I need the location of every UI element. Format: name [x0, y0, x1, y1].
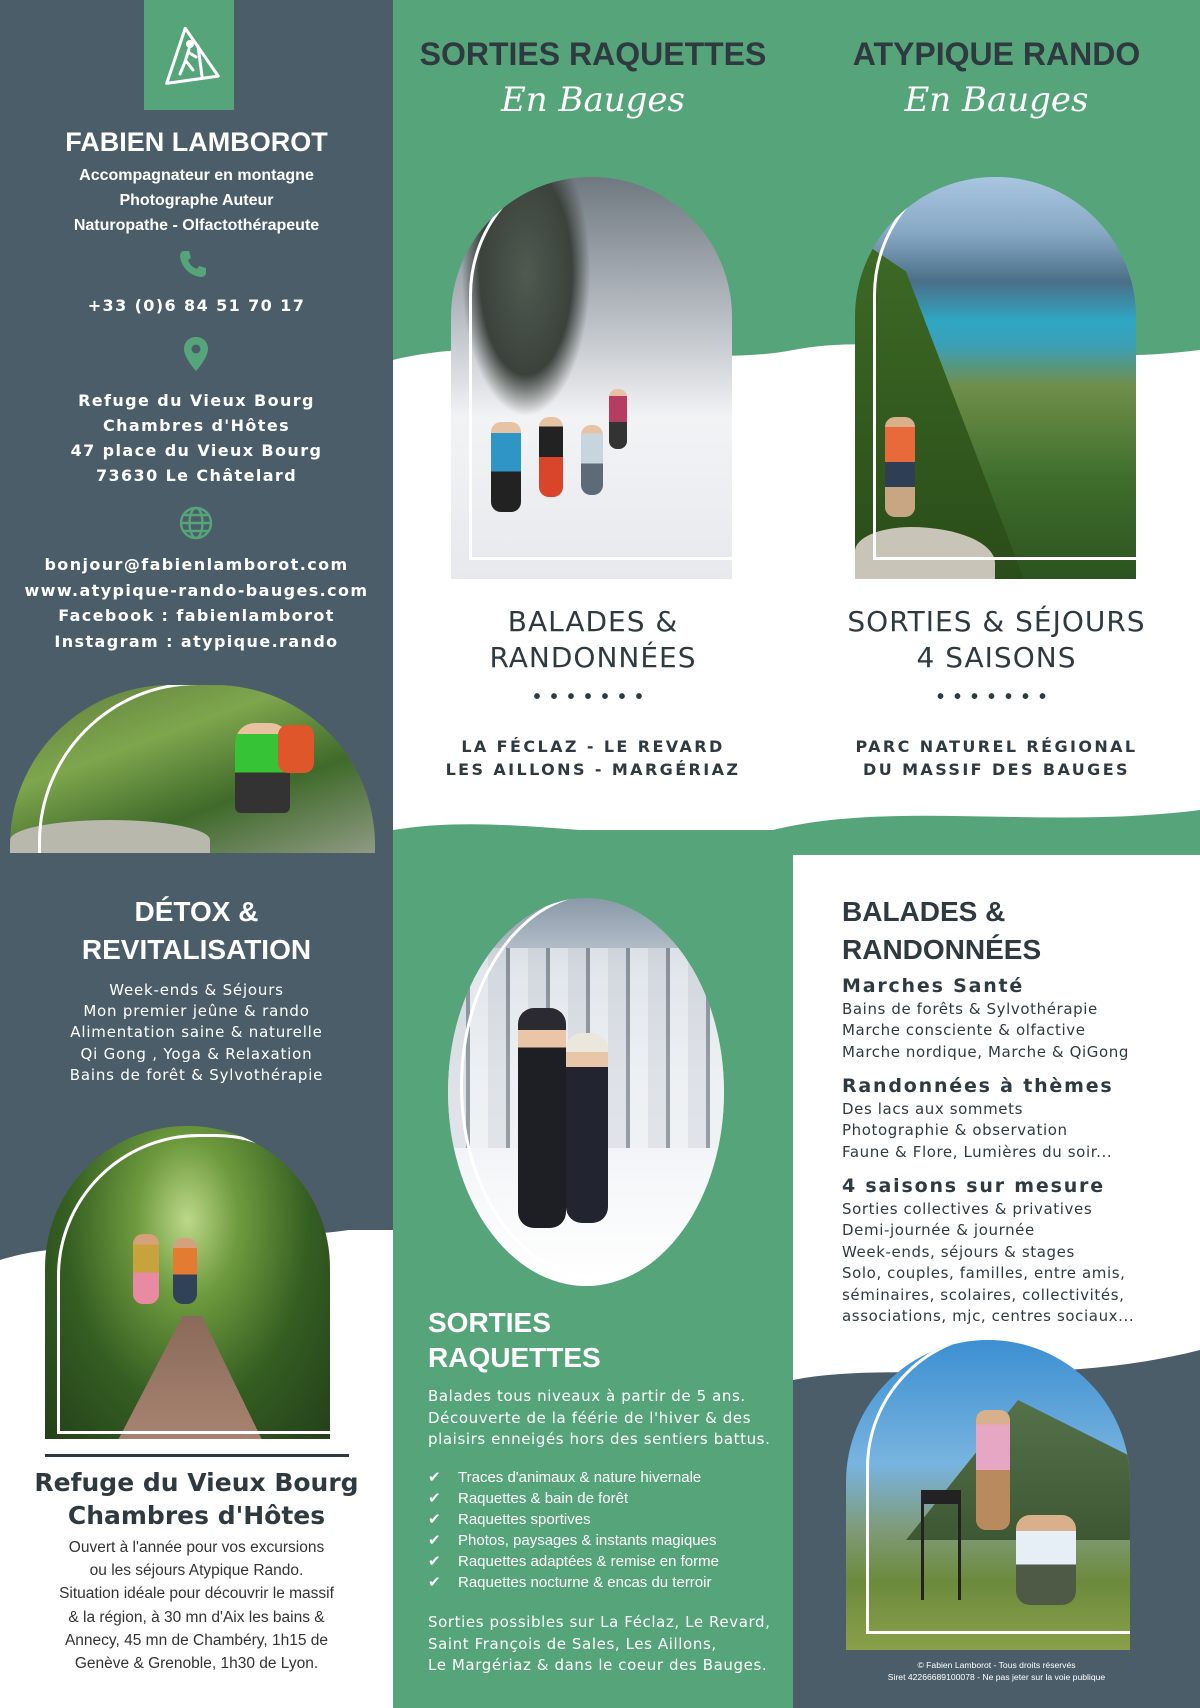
atypique-heading-line: SORTIES & SÉJOURS: [847, 605, 1146, 638]
refuge-line: Ouvert à l'année pour vos excursions: [68, 1539, 325, 1556]
tree: [461, 177, 591, 417]
atypique-title: ATYPIQUE RANDO: [852, 36, 1141, 72]
section-lines: [842, 1199, 1192, 1327]
phone-number[interactable]: +33 (0)6 84 51 70 17: [87, 296, 306, 315]
path: [115, 1316, 265, 1439]
hiker-logo-icon: [158, 24, 220, 86]
refuge-title-line: Chambres d'Hôtes: [67, 1501, 326, 1530]
section-line: Des lacs aux sommets: [842, 1100, 1024, 1118]
detox-line: Week-ends & Séjours: [109, 981, 284, 999]
photo-snowy-forest: [448, 898, 724, 1286]
photo-snowshoe-group: [451, 177, 732, 579]
refuge-line: Situation idéale pour découvrir le massif: [59, 1585, 334, 1603]
detox-title-line: REVITALISATION: [81, 934, 312, 965]
check-icon: ✔: [428, 1532, 441, 1549]
photo-forest-path: [45, 1126, 330, 1439]
atypique-heading-line: 4 SAISONS: [916, 641, 1077, 674]
logo-tile: [144, 0, 234, 110]
copyright: [793, 1659, 1200, 1683]
photographer: [976, 1410, 1010, 1530]
atypique-heading: [793, 604, 1200, 676]
walker-2: [173, 1238, 197, 1304]
address-line: 73630 Le Châtelard: [95, 466, 298, 485]
section-line: Faune & Flore, Lumières du soir...: [842, 1142, 1113, 1161]
raquettes-place-line: LA FÉCLAZ - LE REVARD: [461, 737, 725, 756]
detox-title-line: DÉTOX &: [134, 896, 259, 927]
atypique-dots: •••••••: [936, 686, 1056, 708]
sorties-intro-line: plaisirs enneigés hors des sentiers battus.: [428, 1430, 771, 1448]
walker-1: [133, 1234, 159, 1304]
atypique-place-line: DU MASSIF DES BAUGES: [863, 760, 1130, 779]
balades-section-sante: [842, 975, 1192, 1063]
raquettes-heading: [393, 604, 793, 676]
refuge-title: [0, 1466, 393, 1532]
backpack: [278, 725, 314, 773]
refuge-line: ou les séjours Atypique Rando.: [89, 1562, 304, 1580]
sorties-title-line: SORTIES: [428, 1307, 551, 1338]
web-links: [0, 552, 393, 654]
snowshoer: [491, 422, 521, 512]
sorties-outro-line: Sorties possibles sur La Féclaz, Le Revard,: [428, 1613, 771, 1631]
raquettes-script: En Bauges: [500, 80, 685, 120]
check-icon: ✔: [428, 1511, 441, 1528]
mountain-slope: [855, 237, 1025, 579]
checklist-item: ✔ Raquettes sportives: [428, 1511, 591, 1528]
rocks: [10, 820, 210, 853]
role-line: Naturopathe - Olfactothérapeute: [73, 217, 320, 234]
photo-photographers: [846, 1340, 1130, 1650]
sorties-title: [428, 1305, 768, 1375]
snowshoer: [609, 389, 627, 449]
section-line: Demi-journée & journée: [842, 1221, 1035, 1240]
hiker-on-rock: [885, 417, 915, 517]
raquettes-title: SORTIES RAQUETTES: [419, 36, 767, 72]
section-line: séminaires, scolaires, collectivités,: [842, 1285, 1125, 1304]
detox-line: Bains de forêt & Sylvothérapie: [69, 1065, 324, 1084]
snowshoer: [539, 417, 563, 497]
refuge-description: [30, 1536, 363, 1675]
address-line: Chambres d'Hôtes: [102, 416, 291, 435]
section-line: Bains de forêts & Sylvothérapie: [842, 1000, 1098, 1018]
refuge-line: Genève & Grenoble, 1h30 de Lyon.: [74, 1655, 319, 1673]
facebook-link[interactable]: Facebook : fabienlamborot: [58, 606, 335, 625]
check-icon: ✔: [428, 1574, 441, 1591]
section-line: Marche nordique, Marche & QiGong: [842, 1042, 1129, 1061]
detox-title: [0, 893, 393, 969]
role-line: Photographe Auteur: [119, 192, 274, 209]
refuge-divider: [45, 1454, 349, 1457]
contact-name: FABIEN LAMBOROT: [65, 127, 328, 157]
address-line: 47 place du Vieux Bourg: [70, 441, 323, 460]
refuge-line: & la région, à 30 mn d'Aix les bains &: [68, 1608, 325, 1626]
atypique-places: [793, 735, 1200, 781]
contact-roles: [0, 163, 393, 238]
section-line: Solo, couples, familles, entre amis,: [842, 1264, 1126, 1283]
instagram-link[interactable]: Instagram : atypique.rando: [54, 631, 339, 651]
section-lines: [842, 999, 1192, 1063]
refuge-title-line: Refuge du Vieux Bourg: [34, 1468, 359, 1497]
sorties-title-line: RAQUETTES: [428, 1342, 601, 1373]
check-icon: ✔: [428, 1553, 441, 1570]
sorties-outro-line: Saint François de Sales, Les Aillons,: [428, 1634, 717, 1653]
sorties-intro-line: Balades tous niveaux à partir de 5 ans.: [428, 1387, 746, 1405]
section-line: Photographie & observation: [842, 1121, 1068, 1140]
address-line: Refuge du Vieux Bourg: [78, 391, 315, 410]
raquettes-place-line: LES AILLONS - MARGÉRIAZ: [445, 760, 741, 779]
address-block: [0, 388, 393, 488]
raquettes-heading-line: BALADES &: [507, 605, 679, 638]
raquettes-heading-line: RANDONNÉES: [489, 641, 697, 674]
sorties-intro-line: Découverte de la féérie de l'hiver & des: [428, 1408, 752, 1427]
globe-icon: [179, 506, 213, 540]
detox-line: Mon premier jeûne & rando: [83, 1002, 310, 1021]
refuge-line: Annecy, 45 mn de Chambéry, 1h15 de: [64, 1631, 329, 1649]
checklist-item: ✔ Traces d'animaux & nature hivernale: [428, 1469, 702, 1486]
copyright-line: Siret 42266689100078 - Ne pas jeter sur la voie publique: [887, 1672, 1106, 1682]
section-line: Sorties collectives & privatives: [842, 1200, 1093, 1218]
section-line: Week-ends, séjours & stages: [842, 1242, 1075, 1261]
atypique-place-line: PARC NATUREL RÉGIONAL: [855, 737, 1138, 756]
role-line: Accompagnateur en montagne: [79, 167, 314, 184]
check-icon: ✔: [428, 1490, 441, 1507]
sorties-checklist: [428, 1467, 788, 1593]
snowshoer: [566, 1033, 608, 1223]
snowshoer: [581, 425, 603, 495]
email-link[interactable]: bonjour@fabienlamborot.com: [44, 555, 349, 574]
checklist-item: ✔ Photos, paysages & instants magiques: [428, 1532, 717, 1549]
sorties-outro-line: Le Margériaz & dans le coeur des Bauges.: [428, 1656, 768, 1674]
balades-section-saisons: [842, 1175, 1192, 1327]
snowshoer: [518, 1008, 566, 1228]
balades-title-line: RANDONNÉES: [842, 934, 1042, 965]
balades-title-line: BALADES &: [842, 896, 1006, 927]
raquettes-places: [393, 735, 793, 781]
detox-list: [0, 980, 393, 1086]
tripod: [921, 1490, 961, 1600]
section-line: associations, mjc, centres sociaux...: [842, 1307, 1135, 1326]
section-heading: 4 saisons sur mesure: [842, 1175, 1105, 1197]
photo-lake-view: [855, 177, 1136, 579]
atypique-script: En Bauges: [904, 80, 1089, 120]
balades-title: [842, 893, 1182, 969]
section-heading: Marches Santé: [842, 975, 1025, 997]
location-pin-icon: [182, 336, 210, 372]
detox-line: Alimentation saine & naturelle: [70, 1023, 323, 1042]
sorties-outro: [428, 1612, 788, 1677]
section-heading: Randonnées à thèmes: [842, 1075, 1114, 1097]
section-line: Marche consciente & olfactive: [842, 1021, 1086, 1040]
phone-icon: [177, 248, 209, 280]
checklist-item: ✔ Raquettes adaptées & remise en forme: [428, 1553, 719, 1570]
balades-section-themes: [842, 1075, 1192, 1163]
photographer: [1016, 1515, 1076, 1605]
section-lines: [842, 1099, 1192, 1163]
checklist-item: ✔ Raquettes & bain de forêt: [428, 1490, 629, 1507]
check-icon: ✔: [428, 1469, 441, 1486]
copyright-line: © Fabien Lamborot - Tous droits réservés: [917, 1660, 1076, 1670]
detox-line: Qi Gong , Yoga & Relaxation: [80, 1044, 313, 1063]
website-link[interactable]: www.atypique-rando-bauges.com: [24, 580, 369, 600]
sorties-intro: [428, 1386, 788, 1451]
raquettes-dots: •••••••: [533, 686, 653, 708]
checklist-item: ✔ Raquettes nocturne & encas du terroir: [428, 1574, 712, 1591]
